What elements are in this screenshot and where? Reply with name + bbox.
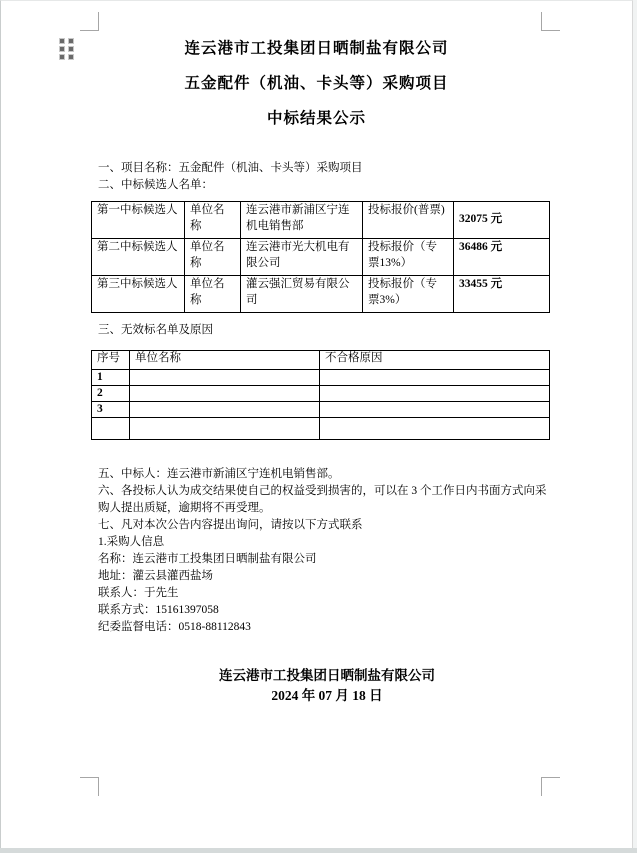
app-edge-strip: [0, 848, 637, 853]
reason-cell: [320, 386, 550, 402]
reason-header-cell: 不合格原因: [320, 351, 550, 370]
doc-title-project: 五金配件（机油、卡头等）采购项目: [184, 75, 449, 92]
invalid-row-3: [92, 402, 550, 418]
crop-corner-mark-top-right-icon: [541, 12, 560, 31]
invalid-row-4: [92, 418, 550, 440]
candidate-row-2: [92, 239, 550, 276]
contact-person: 联系人：于先生: [98, 587, 179, 599]
price-value-cell: 32075 元: [454, 202, 550, 239]
price-label-cell: 投标报价（专票3%）: [363, 276, 454, 313]
unit-label-cell: 单位名称: [185, 276, 241, 313]
serial-header-cell: 序号: [92, 351, 130, 370]
section-1-project-name: 一、项目名称：五金配件（机油、卡头等）采购项目: [98, 162, 363, 174]
doc-title-announcement: 中标结果公示: [266, 110, 366, 127]
candidate-row-1: [92, 202, 550, 239]
candidate-rank-cell: 第三中标候选人: [92, 276, 185, 313]
reason-cell: [320, 418, 550, 440]
section-6-objection: 六、各投标人认为成交结果使自己的权益受到损害的，可以在 3 个工作日内书面方式向采购人提出质疑，逾期将不再受理。: [98, 485, 547, 514]
serial-cell: [92, 418, 130, 440]
purchaser-address: 地址：灌云县灌西盐场: [98, 570, 213, 582]
section-5-winner: 五、中标人：连云港市新浦区宁连机电销售部。: [98, 468, 340, 480]
invalid-row-1: [92, 370, 550, 386]
unit-cell: [130, 418, 320, 440]
price-label-cell: 投标报价(普票): [363, 202, 454, 239]
purchaser-name: 名称：连云港市工投集团日晒制盐有限公司: [98, 553, 317, 565]
reason-cell: [320, 402, 550, 418]
signature-block: [98, 666, 556, 706]
doc-title-company: 连云港市工投集团日晒制盐有限公司: [184, 40, 449, 57]
section-2-candidates-heading: 二、中标候选人名单：: [98, 179, 213, 191]
invalid-row-2: [92, 386, 550, 402]
serial-cell: 3: [92, 402, 130, 418]
unit-label-cell: 单位名称: [185, 202, 241, 239]
candidate-rank-cell: 第二中标候选人: [92, 239, 185, 276]
candidate-rank-cell: 第一中标候选人: [92, 202, 185, 239]
price-label-cell: 投标报价（专票13%）: [363, 239, 454, 276]
unit-label-cell: 单位名称: [185, 239, 241, 276]
contact-phone: 联系方式：15161397058: [98, 604, 219, 616]
signature-date: 2024 年 07 月 18 日: [271, 688, 383, 703]
lower-text-block: [98, 466, 556, 636]
price-value-cell: 33455 元: [454, 276, 550, 313]
document-body: [98, 160, 556, 706]
company-name-cell: 灌云强汇贸易有限公司: [241, 276, 363, 313]
table-drag-handle-icon[interactable]: [60, 39, 73, 59]
candidates-table: [91, 201, 550, 313]
section-7-contact-heading: 七、凡对本次公告内容提出询问，请按以下方式联系: [98, 519, 363, 531]
price-value-cell: 36486 元: [454, 239, 550, 276]
signature-company: 连云港市工投集团日晒制盐有限公司: [219, 668, 435, 683]
unit-cell: [130, 402, 320, 418]
crop-corner-mark-bottom-right-icon: [541, 777, 560, 796]
invalid-table-header-row: [92, 351, 550, 370]
section-3-invalid-heading: 三、无效标名单及原因: [98, 324, 213, 336]
serial-cell: 2: [92, 386, 130, 402]
invalid-bids-table: [91, 350, 550, 440]
reason-cell: [320, 370, 550, 386]
unit-header-cell: 单位名称: [130, 351, 320, 370]
crop-corner-mark-bottom-left-icon: [80, 777, 99, 796]
supervision-phone: 纪委监督电话：0518-88112843: [98, 621, 251, 633]
serial-cell: 1: [92, 370, 130, 386]
candidate-row-3: [92, 276, 550, 313]
company-name-cell: 连云港市光大机电有限公司: [241, 239, 363, 276]
crop-corner-mark-top-left-icon: [80, 12, 99, 31]
company-name-cell: 连云港市新浦区宁连机电销售部: [241, 202, 363, 239]
purchaser-info-heading: 1.采购人信息: [98, 536, 165, 548]
unit-cell: [130, 370, 320, 386]
unit-cell: [130, 386, 320, 402]
